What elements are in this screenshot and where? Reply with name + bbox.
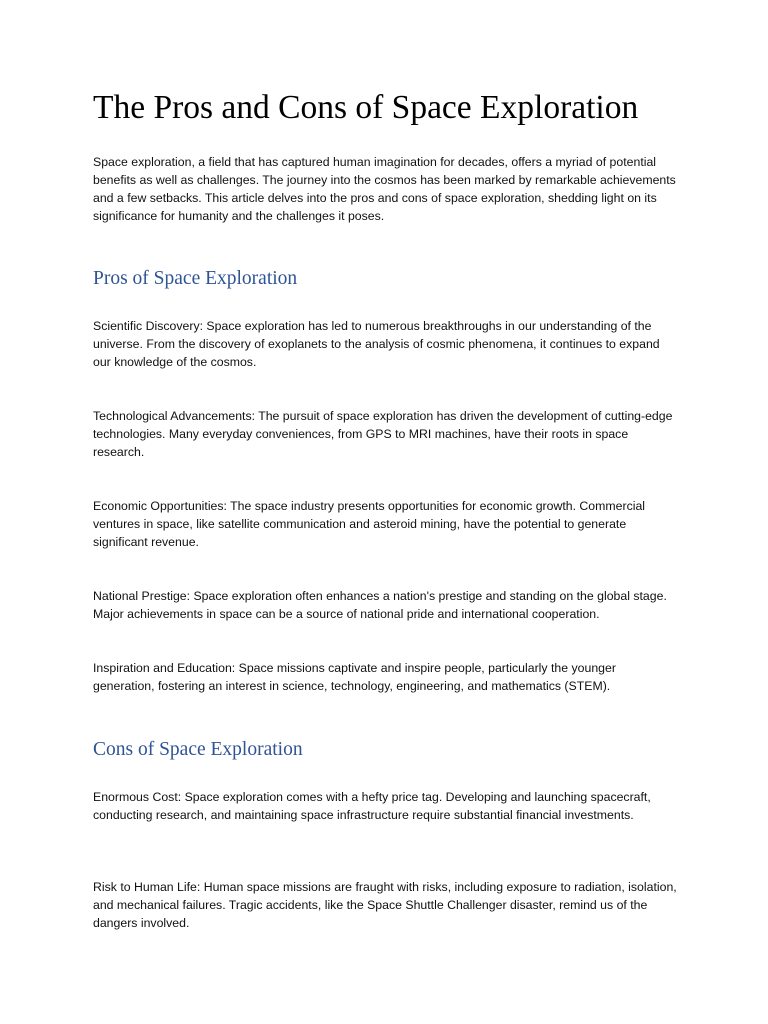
- pro-item-inspiration-education: Inspiration and Education: Space missions captivate and inspire people, particularly the younger generation, fostering an interest in science, technology, engineering, and mathematics (STEM).: [93, 661, 616, 693]
- con-item-risk-to-human-life: Risk to Human Life: Human space missions are fraught with risks, including exposure to radiation, isolation, and mechanical failures. Tragic accidents, like the Space Shuttle Challenger disaster, remind us of the dangers involved.: [93, 880, 677, 930]
- pro-item-national-prestige: National Prestige: Space exploration often enhances a nation's prestige and standing on the global stage. Major achievements in space can be a source of national pride and international cooperation.: [93, 589, 667, 621]
- con-item-enormous-cost: Enormous Cost: Space exploration comes with a hefty price tag. Developing and launching spacecraft, conducting research, and maintaining space infrastructure require substantial financial investments.: [93, 790, 651, 822]
- pros-heading: Pros of Space Exploration: [93, 268, 298, 289]
- document-title: The Pros and Cons of Space Exploration: [93, 89, 639, 126]
- pro-item-scientific-discovery: Scientific Discovery: Space exploration has led to numerous breakthroughs in our understanding of the universe. From the discovery of exoplanets to the analysis of cosmic phenomena, it continues to expand our knowledge of the cosmos.: [93, 319, 660, 369]
- cons-heading: Cons of Space Exploration: [93, 739, 303, 760]
- pro-item-technological-advancements: Technological Advancements: The pursuit of space exploration has driven the development of cutting-edge technologies. Many everyday conveniences, from GPS to MRI machines, have their roots in space research.: [93, 409, 673, 459]
- intro-paragraph: Space exploration, a field that has captured human imagination for decades, offers a myriad of potential benefits as well as challenges. The journey into the cosmos has been marked by remarkable achievements and a few setbacks. This article delves into the pros and cons of space exploration, shedding light on its significance for humanity and the challenges it poses.: [93, 155, 676, 223]
- pro-item-economic-opportunities: Economic Opportunities: The space industry presents opportunities for economic growth. Commercial ventures in space, like satellite communication and asteroid mining, have the potential to generate significant revenue.: [93, 499, 646, 549]
